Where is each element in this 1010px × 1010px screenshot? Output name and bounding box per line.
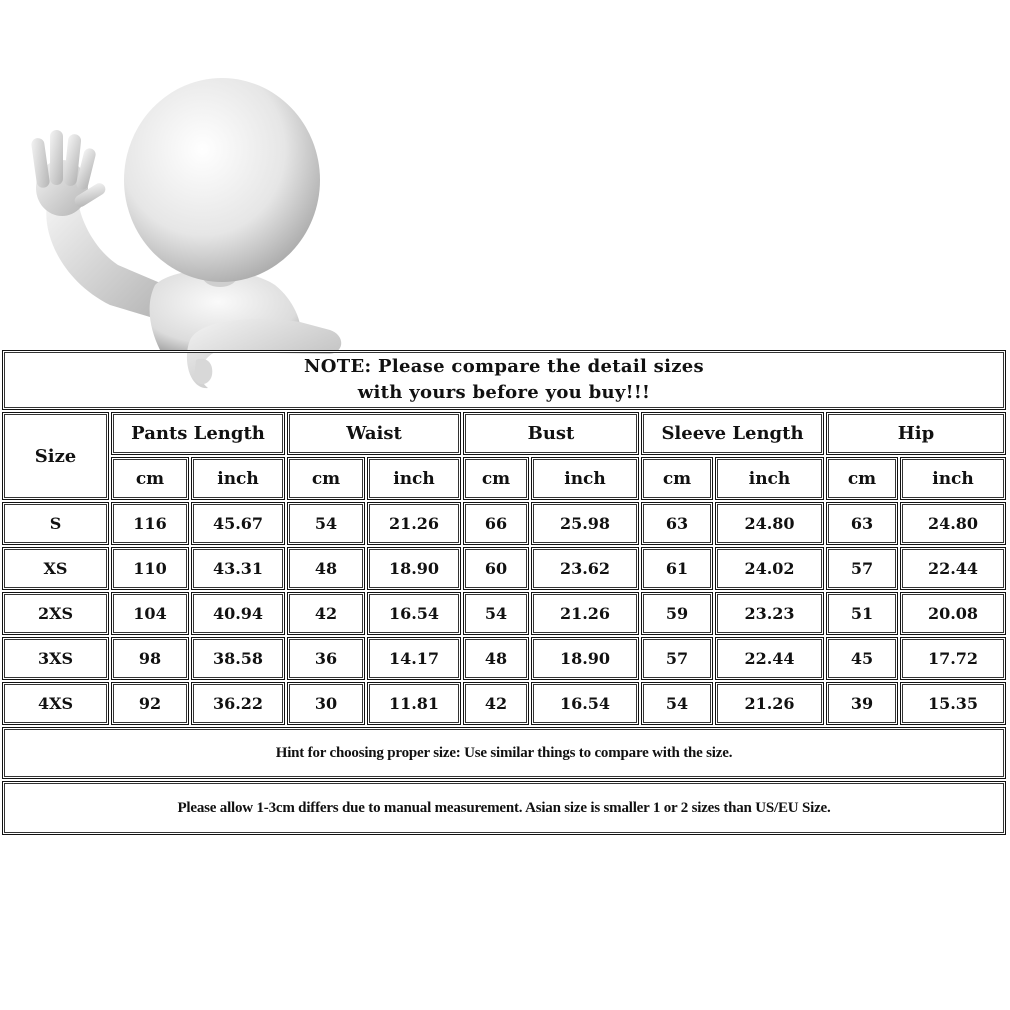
- size-label: XS: [2, 547, 109, 590]
- unit-header: cm: [287, 457, 365, 500]
- measurement-disclaimer-text: Please allow 1-3cm differs due to manual measurement. Asian size is smaller 1 or 2 sizes than US/EU Size.: [2, 781, 1006, 835]
- table-cell: 21.26: [531, 592, 639, 635]
- table-cell: 42: [287, 592, 365, 635]
- group-header-sleeve-length: Sleeve Length: [641, 412, 824, 455]
- group-header-hip: Hip: [826, 412, 1006, 455]
- size-label: 2XS: [2, 592, 109, 635]
- table-cell: 21.26: [715, 682, 824, 725]
- table-cell: 40.94: [191, 592, 285, 635]
- note-line-2: with yours before you buy!!!: [357, 382, 651, 403]
- table-cell: 59: [641, 592, 713, 635]
- table-cell: 38.58: [191, 637, 285, 680]
- size-label: 4XS: [2, 682, 109, 725]
- table-cell: 39: [826, 682, 898, 725]
- group-header-bust: Bust: [463, 412, 639, 455]
- unit-header: inch: [900, 457, 1006, 500]
- size-hint-text: Hint for choosing proper size: Use similar things to compare with the size.: [2, 727, 1006, 779]
- size-label: S: [2, 502, 109, 545]
- table-cell: 116: [111, 502, 189, 545]
- table-cell: 45.67: [191, 502, 285, 545]
- table-cell: 48: [463, 637, 529, 680]
- table-cell: 23.23: [715, 592, 824, 635]
- table-cell: 54: [287, 502, 365, 545]
- table-cell: 61: [641, 547, 713, 590]
- unit-header: inch: [367, 457, 461, 500]
- table-cell: 57: [641, 637, 713, 680]
- table-cell: 20.08: [900, 592, 1006, 635]
- table-cell: 36: [287, 637, 365, 680]
- table-cell: 63: [826, 502, 898, 545]
- table-cell: 36.22: [191, 682, 285, 725]
- group-header-pants-length: Pants Length: [111, 412, 285, 455]
- table-cell: 18.90: [531, 637, 639, 680]
- note-line-1: NOTE: Please compare the detail sizes: [304, 356, 704, 377]
- table-cell: 43.31: [191, 547, 285, 590]
- table-cell: 48: [287, 547, 365, 590]
- table-cell: 15.35: [900, 682, 1006, 725]
- table-cell: 66: [463, 502, 529, 545]
- table-cell: 42: [463, 682, 529, 725]
- table-cell: 22.44: [900, 547, 1006, 590]
- unit-header: inch: [715, 457, 824, 500]
- table-cell: 51: [826, 592, 898, 635]
- table-cell: 45: [826, 637, 898, 680]
- table-cell: 63: [641, 502, 713, 545]
- table-cell: 57: [826, 547, 898, 590]
- unit-header: cm: [826, 457, 898, 500]
- table-cell: 30: [287, 682, 365, 725]
- unit-header: cm: [111, 457, 189, 500]
- table-cell: 98: [111, 637, 189, 680]
- unit-header: cm: [463, 457, 529, 500]
- table-cell: 17.72: [900, 637, 1006, 680]
- table-cell: 92: [111, 682, 189, 725]
- table-cell: 104: [111, 592, 189, 635]
- table-cell: 110: [111, 547, 189, 590]
- unit-header: inch: [531, 457, 639, 500]
- group-header-waist: Waist: [287, 412, 461, 455]
- table-cell: 54: [463, 592, 529, 635]
- unit-header: inch: [191, 457, 285, 500]
- unit-header: cm: [641, 457, 713, 500]
- size-column-header: Size: [2, 412, 109, 500]
- table-cell: 11.81: [367, 682, 461, 725]
- size-label: 3XS: [2, 637, 109, 680]
- table-cell: 60: [463, 547, 529, 590]
- table-cell: 21.26: [367, 502, 461, 545]
- table-cell: 16.54: [367, 592, 461, 635]
- table-cell: 54: [641, 682, 713, 725]
- table-cell: 24.80: [715, 502, 824, 545]
- table-cell: 22.44: [715, 637, 824, 680]
- table-cell: 16.54: [531, 682, 639, 725]
- table-cell: 18.90: [367, 547, 461, 590]
- table-cell: 14.17: [367, 637, 461, 680]
- table-cell: 23.62: [531, 547, 639, 590]
- waving-3d-figure-icon: [0, 60, 360, 400]
- table-cell: 24.02: [715, 547, 824, 590]
- table-cell: 25.98: [531, 502, 639, 545]
- table-cell: 24.80: [900, 502, 1006, 545]
